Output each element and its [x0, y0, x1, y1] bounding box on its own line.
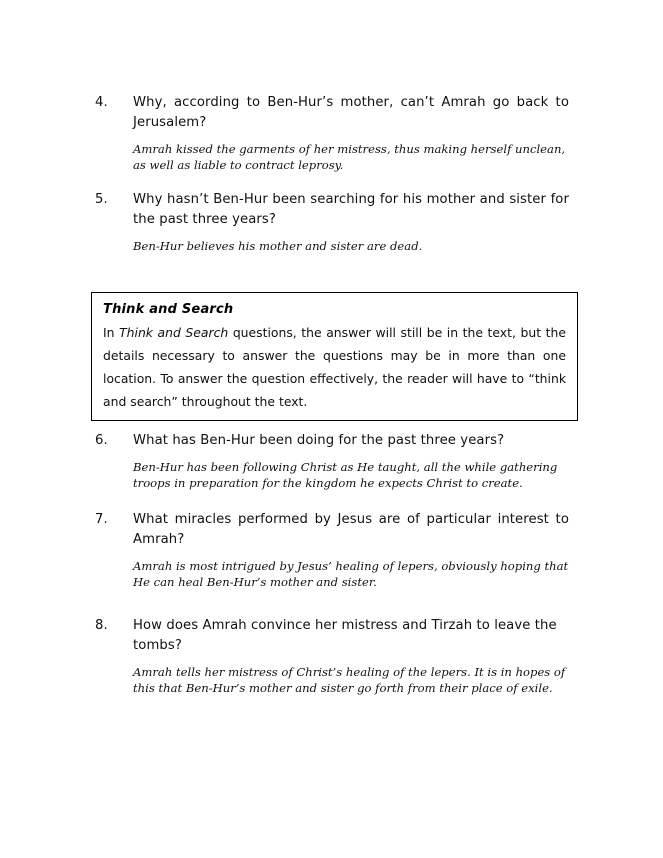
question-body-5: Why hasn’t Ben-Hur been searching for his mother and sister for the past three years? — [133, 192, 569, 227]
info-body-part2: questions, the answer will still be in the text, but the details necessary to answer the questions may be in more than one location. To answer the question effectively, the reader will have to “think and search” throughout the text. — [103, 325, 566, 409]
question-text-5 — [91, 190, 569, 230]
question-text-7 — [91, 510, 569, 550]
think-and-search-box — [91, 292, 578, 421]
answer-text-5: Ben-Hur believes his mother and sister are dead. — [133, 239, 423, 253]
question-number-6: 6. — [95, 433, 108, 448]
info-box-title: Think and Search — [103, 302, 234, 317]
question-body-7: What miracles performed by Jesus are of particular interest to Amrah? — [133, 512, 569, 547]
question-block-4 — [91, 93, 569, 173]
question-number-7: 7. — [95, 512, 108, 527]
question-block-6 — [91, 431, 569, 491]
question-block-8 — [91, 616, 569, 696]
info-body-part1: In — [103, 325, 120, 340]
question-text-8 — [91, 616, 569, 656]
question-number-4: 4. — [95, 95, 108, 110]
question-body-6: What has Ben-Hur been doing for the past three years? — [133, 433, 505, 448]
answer-text-8: Amrah tells her mistress of Christ’s healing of the lepers. It is in hopes of this that Ben-Hur’s mother and sister go forth from their place of exile. — [133, 665, 566, 695]
answer-text-7: Amrah is most intrigued by Jesus’ healing of lepers, obviously hoping that He can heal Ben-Hur’s mother and sister. — [133, 559, 569, 589]
question-number-8: 8. — [95, 618, 108, 633]
question-body-8: How does Amrah convince her mistress and Tirzah to leave the tombs? — [133, 618, 557, 653]
info-body-emphasis: Think and Search — [119, 325, 229, 340]
question-block-7 — [91, 510, 569, 590]
answer-text-4: Amrah kissed the garments of her mistress, thus making herself unclean, as well as liable to contract leprosy. — [133, 142, 566, 172]
question-number-5: 5. — [95, 192, 108, 207]
info-box-body — [103, 321, 566, 413]
question-block-5 — [91, 190, 569, 255]
question-body-4: Why, according to Ben-Hur’s mother, can’t Amrah go back to Jerusalem? — [133, 95, 569, 130]
question-text-6 — [91, 431, 569, 451]
answer-text-6: Ben-Hur has been following Christ as He taught, all the while gathering troops in preparation for the kingdom he expects Christ to create. — [133, 460, 558, 490]
question-text-4 — [91, 93, 569, 133]
